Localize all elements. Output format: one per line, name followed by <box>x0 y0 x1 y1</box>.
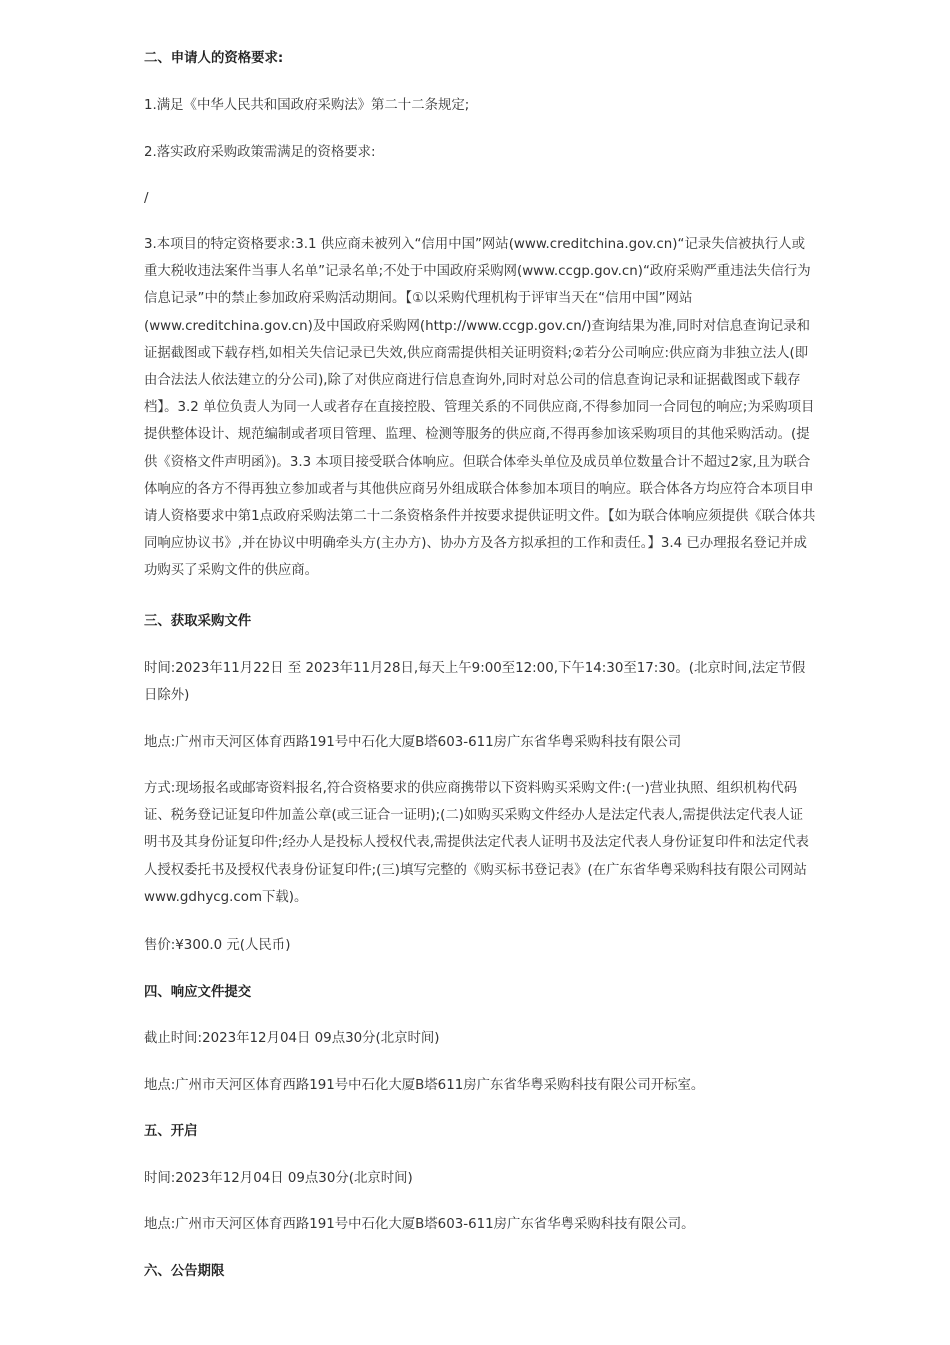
qualification-item-3: 3.本项目的特定资格要求:3.1 供应商未被列入“信用中国”网站(www.creditchina.gov.cn)“记录失信被执行人或重大税收违法案件当事人名单”记录名单;不处于中国政府采购网(www.ccgp.gov.cn)“政府采购严重违法失信行为信息记录”中的禁止参加政府采购活动期间。【①以采购代理机构于评审当天在“信用中国”网站(www.creditchina.gov.cn)及中国政府采购网(http://www.ccgp.gov.cn/)查询结果为准,同时对信息查询记录和证据截图或下载存档,如相关失信记录已失效,供应商需提供相关证明资料;②若分公司响应:供应商为非独立法人(即由合法法人依法建立的分公司),除了对供应商进行信息查询外,同时对总公司的信息查询记录和证据截图或下载存档】。3.2 单位负责人为同一人或者存在直接控股、管理关系的不同供应商,不得参加同一合同包的响应;为采购项目提供整体设计、规范编制或者项目管理、监理、检测等服务的供应商,不得再参加该采购项目的其他采购活动。(提供《资格文件声明函》)。3.3 本项目接受联合体响应。但联合体牵头单位及成员单位数量合计不超过2家,且为联合体响应的各方不得再独立参加或者与其他供应商另外组成联合体参加本项目的响应。联合体各方均应符合本项目申请人资格要求中第1点政府采购法第二十二条资格条件并按要求提供证明文件。【如为联合体响应须提供《联合体共同响应协议书》,并在协议中明确牵头方(主办方)、协办方及各方拟承担的工作和责任。】3.4 已办理报名登记并成功购买了采购文件的供应商。 <box>144 237 816 579</box>
obtain-place: 地点:广州市天河区体育西路191号中石化大厦B塔603-611房广东省华粤采购科技有限公司 <box>144 735 682 750</box>
submission-deadline: 截止时间:2023年12月04日 09点30分(北京时间) <box>144 1031 440 1046</box>
section-heading-qualification: 二、申请人的资格要求: <box>144 51 284 66</box>
qualification-item-2-value: / <box>144 191 149 206</box>
section-heading-notice-period: 六、公告期限 <box>144 1264 225 1279</box>
section-heading-obtain: 三、获取采购文件 <box>144 614 252 629</box>
section-heading-submission: 四、响应文件提交 <box>144 985 252 1000</box>
submission-place: 地点:广州市天河区体育西路191号中石化大厦B塔611房广东省华粤采购科技有限公司开标室。 <box>144 1078 705 1093</box>
obtain-time: 时间:2023年11月22日 至 2023年11月28日,每天上午9:00至12:00,下午14:30至17:30。(北京时间,法定节假日除外) <box>144 661 806 704</box>
qualification-item-1: 1.满足《中华人民共和国政府采购法》第二十二条规定; <box>144 98 470 113</box>
section-heading-opening: 五、开启 <box>144 1124 198 1139</box>
obtain-price: 售价:¥300.0 元(人民币) <box>144 938 291 953</box>
qualification-item-2: 2.落实政府采购政策需满足的资格要求: <box>144 145 376 160</box>
opening-place: 地点:广州市天河区体育西路191号中石化大厦B塔603-611房广东省华粤采购科技有限公司。 <box>144 1217 695 1232</box>
opening-time: 时间:2023年12月04日 09点30分(北京时间) <box>144 1171 413 1186</box>
obtain-method: 方式:现场报名或邮寄资料报名,符合资格要求的供应商携带以下资料购买采购文件:(一)营业执照、组织机构代码证、税务登记证复印件加盖公章(或三证合一证明);(二)如购买采购文件经办人是法定代表人,需提供法定代表人证明书及其身份证复印件;经办人是投标人授权代表,需提供法定代表人证明书及法定代表人身份证复印件和法定代表人授权委托书及授权代表身份证复印件;(三)填写完整的《购买标书登记表》(在广东省华粤采购科技有限公司网站www.gdhycg.com下载)。 <box>144 781 809 905</box>
